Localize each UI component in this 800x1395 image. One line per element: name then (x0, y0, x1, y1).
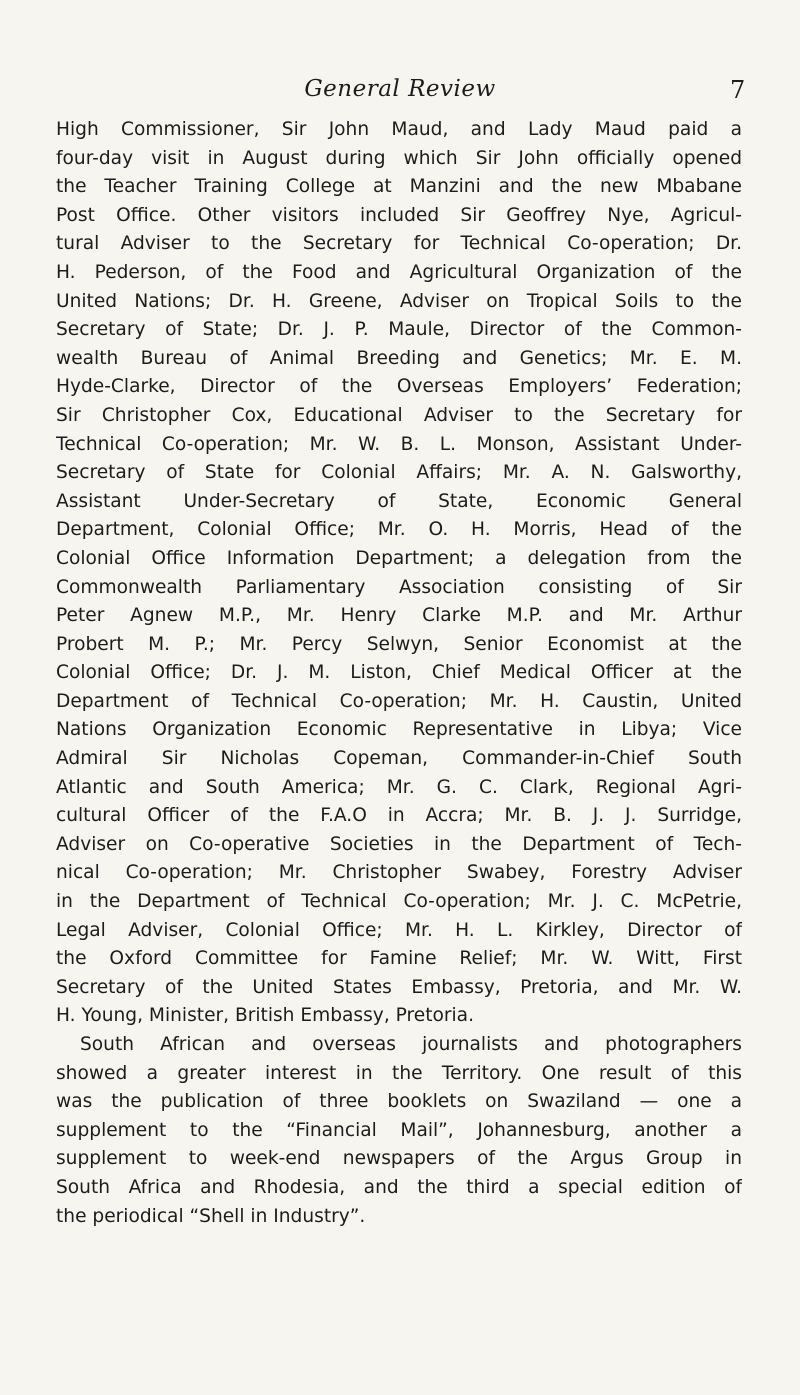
text-line: United Nations; Dr. H. Greene, Adviser on Tropical Soils to the (56, 290, 742, 312)
text-line: supplement to week-end newspapers of the Argus Group in (56, 1148, 742, 1170)
page-header (0, 76, 800, 112)
text-line: showed a greater interest in the Territory. One result of this (56, 1062, 742, 1084)
text-line: Colonial Office; Dr. J. M. Liston, Chief Medical Officer at the (56, 662, 742, 684)
text-line: Assistant Under-Secretary of State, Economic General (56, 490, 742, 512)
text-line: Peter Agnew M.P., Mr. Henry Clarke M.P. and Mr. Arthur (56, 605, 742, 627)
text-line: Adviser on Co-operative Societies in the Department of Tech- (56, 833, 742, 855)
text-line: four-day visit in August during which Sir John officially opened (56, 147, 742, 169)
text-line: cultural Officer of the F.A.O in Accra; Mr. B. J. J. Surridge, (56, 805, 742, 827)
text-line: Nations Organization Economic Representative in Libya; Vice (56, 719, 742, 741)
text-line: Department, Colonial Office; Mr. O. H. Morris, Head of the (56, 519, 742, 541)
text-line: Probert M. P.; Mr. Percy Selwyn, Senior Economist at the (56, 633, 742, 655)
page-number: 7 (730, 76, 746, 104)
text-line: Commonwealth Parliamentary Association consisting of Sir (56, 576, 742, 598)
text-line: Post Office. Other visitors included Sir Geoffrey Nye, Agricul- (56, 204, 742, 226)
text-line: Department of Technical Co-operation; Mr. H. Caustin, United (56, 690, 742, 712)
text-line: South Africa and Rhodesia, and the third a special edition of (56, 1176, 742, 1198)
text-line: supplement to the “Financial Mail”, Johannesburg, another a (56, 1119, 742, 1141)
text-line: the Oxford Committee for Famine Relief; Mr. W. Witt, First (56, 948, 742, 970)
text-line: Legal Adviser, Colonial Office; Mr. H. L. Kirkley, Director of (56, 919, 742, 941)
running-title: General Review (304, 76, 496, 102)
text-line: H. Pederson, of the Food and Agricultural Organization of the (56, 261, 742, 283)
text-line: the periodical “Shell in Industry”. (56, 1205, 366, 1227)
text-line: High Commissioner, Sir John Maud, and Lady Maud paid a (56, 119, 742, 140)
text-line: Secretary of State for Colonial Affairs; Mr. A. N. Galsworthy, (56, 462, 742, 484)
text-line: Colonial Office Information Department; a delegation from the (56, 547, 742, 569)
text-line: Sir Christopher Cox, Educational Adviser to the Secretary for (56, 404, 742, 426)
text-line: the Teacher Training College at Manzini and the new Mbabane (56, 176, 742, 198)
text-line: Atlantic and South America; Mr. G. C. Clark, Regional Agri- (56, 776, 742, 798)
text-line: South African and overseas journalists and photographers (80, 1034, 742, 1055)
text-line: Admiral Sir Nicholas Copeman, Commander-in-Chief South (56, 748, 742, 770)
text-line: H. Young, Minister, British Embassy, Pretoria. (56, 1005, 474, 1027)
text-line: Technical Co-operation; Mr. W. B. L. Monson, Assistant Under- (56, 433, 742, 455)
text-line: was the publication of three booklets on Swaziland — one a (56, 1091, 742, 1113)
text-line: Hyde-Clarke, Director of the Overseas Employers’ Federation; (56, 376, 742, 398)
body-text (56, 116, 742, 1231)
text-line: tural Adviser to the Secretary for Technical Co-operation; Dr. (56, 233, 742, 255)
text-line: Secretary of State; Dr. J. P. Maule, Director of the Common- (56, 319, 742, 341)
text-line: nical Co-operation; Mr. Christopher Swabey, Forestry Adviser (56, 862, 742, 884)
text-line: wealth Bureau of Animal Breeding and Genetics; Mr. E. M. (56, 347, 742, 369)
text-line: Secretary of the United States Embassy, Pretoria, and Mr. W. (56, 976, 742, 998)
text-line: in the Department of Technical Co-operation; Mr. J. C. McPetrie, (56, 891, 742, 913)
